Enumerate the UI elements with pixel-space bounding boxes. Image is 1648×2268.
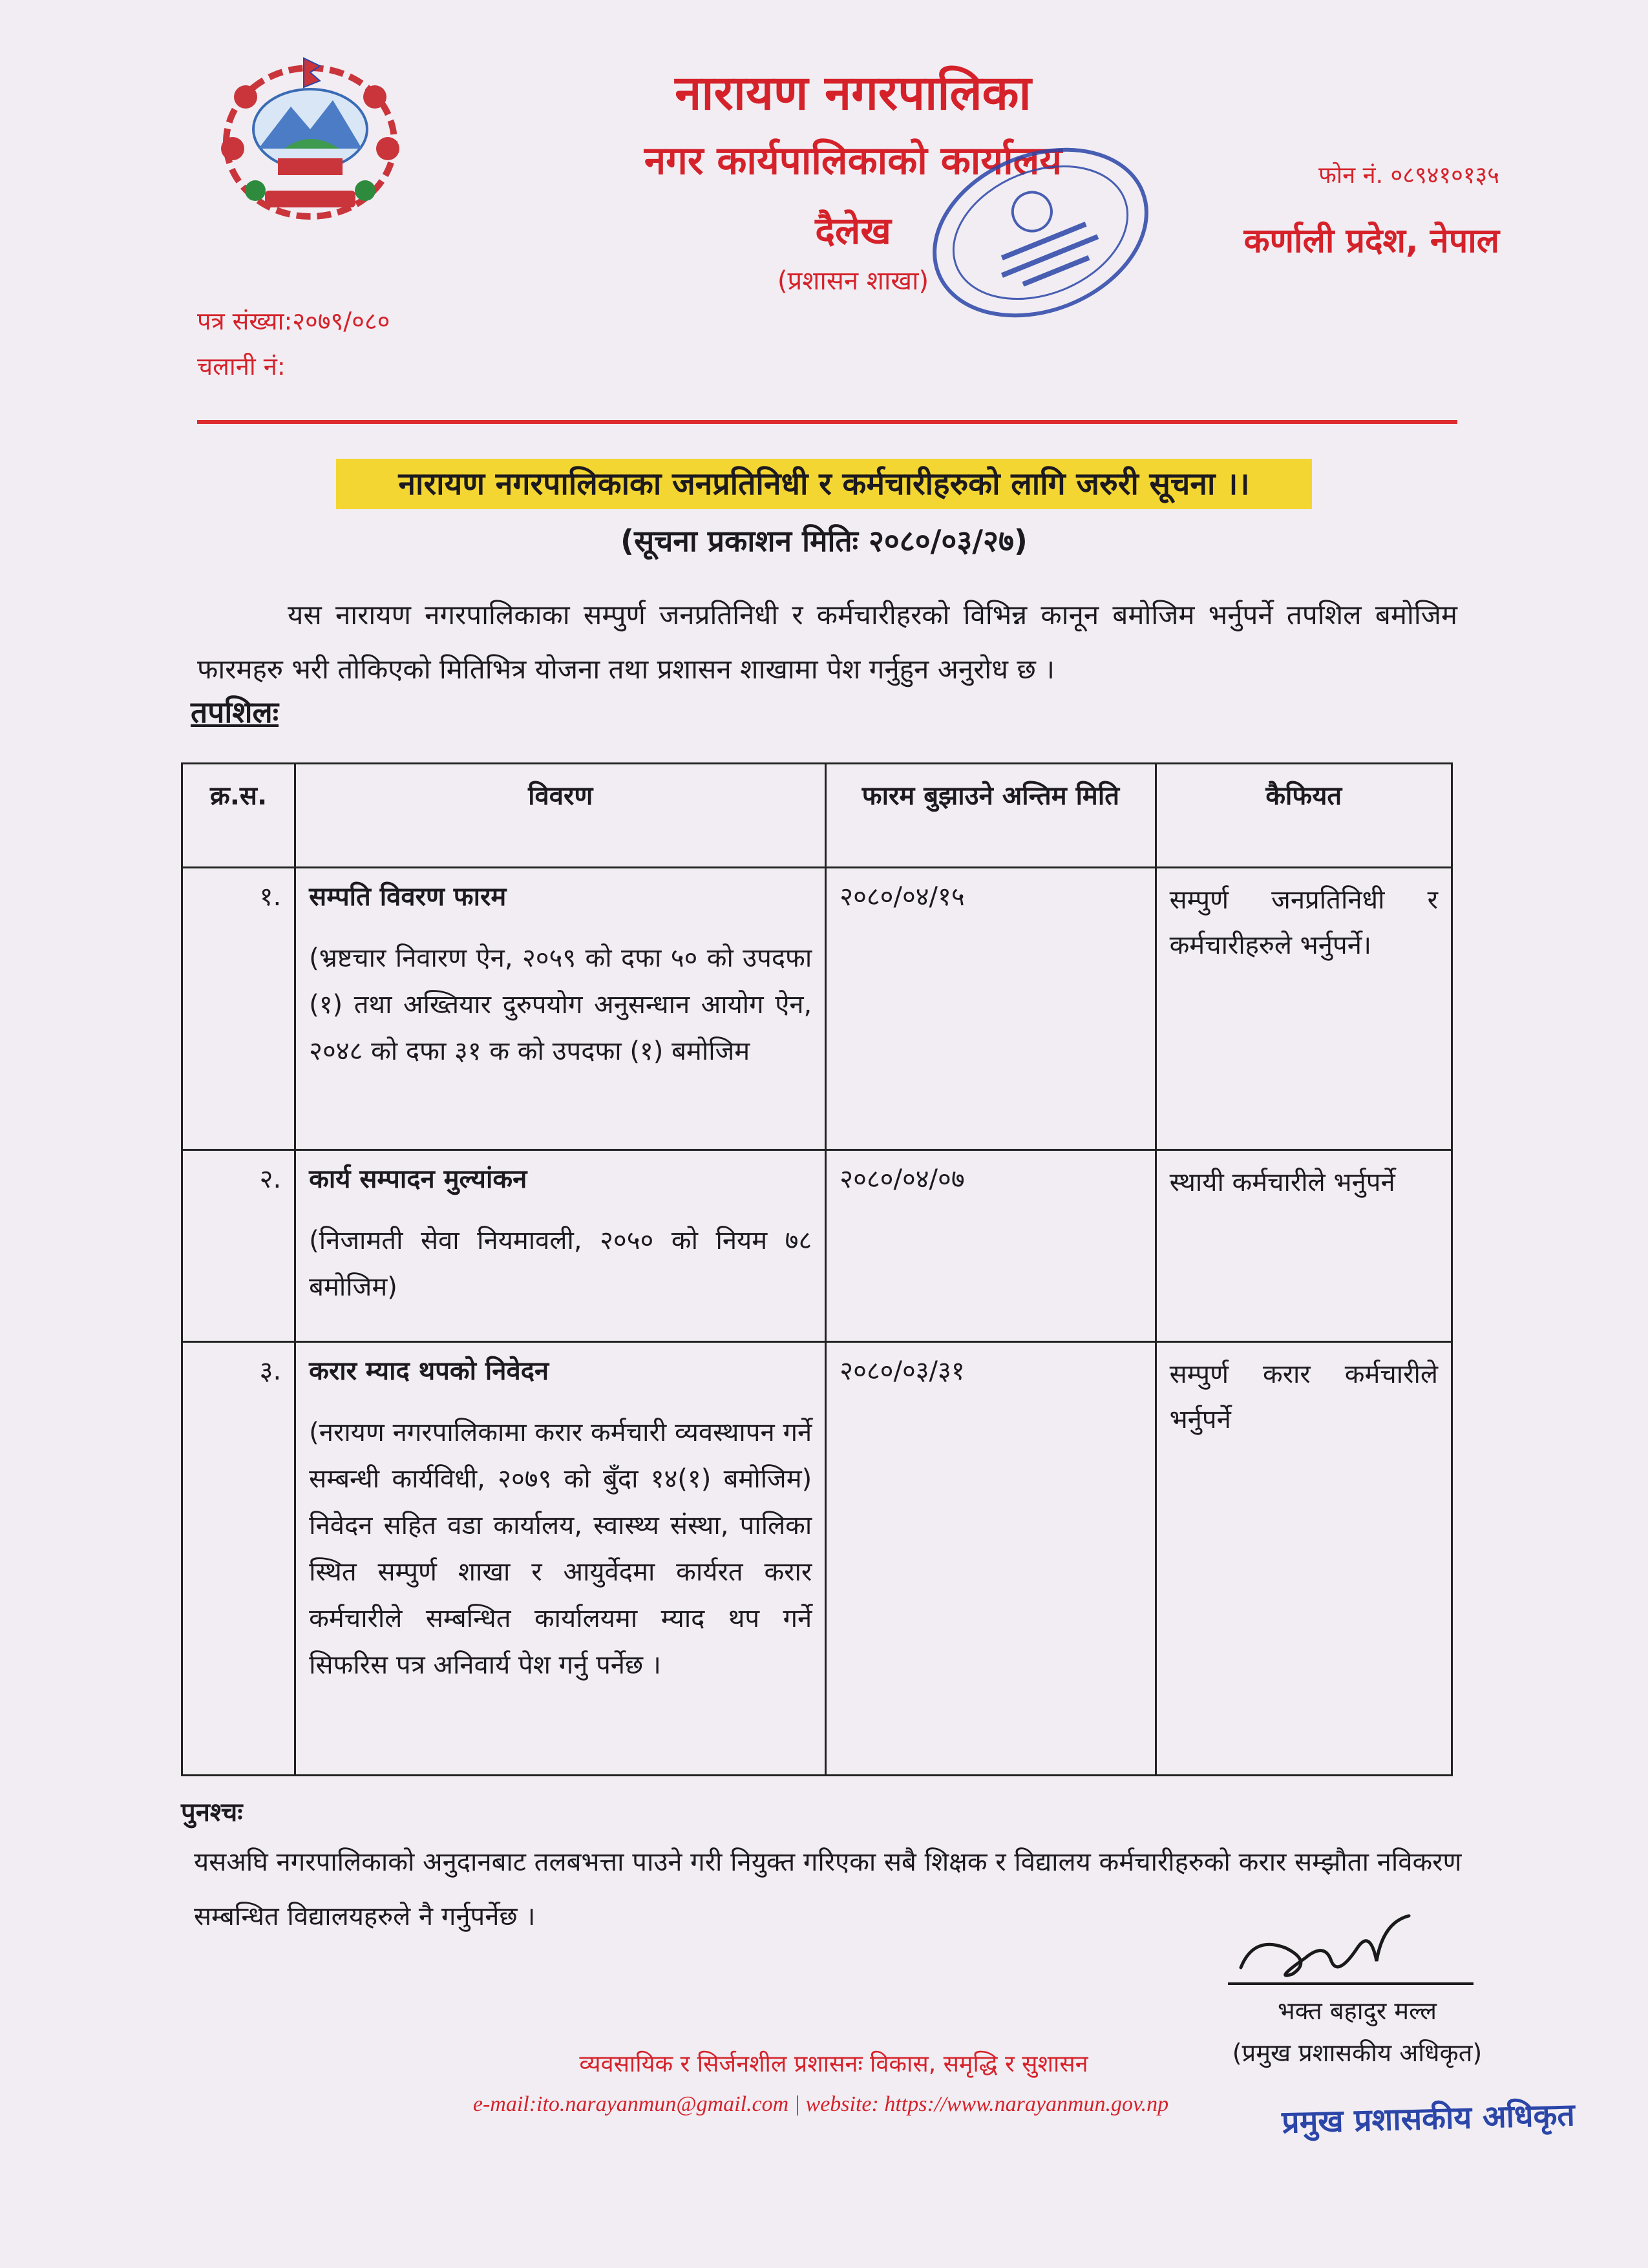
letter-number: पत्र संख्या:२०७९/०८०	[197, 307, 390, 335]
row-deadline: २०८०/०४/०७	[826, 1150, 1156, 1342]
row-sn: १.	[182, 868, 295, 1150]
row-sn: ३.	[182, 1342, 295, 1776]
postscript-label: पुनश्चः	[181, 1798, 243, 1827]
org-name: नारायण नगरपालिका	[675, 65, 1031, 121]
notice-body-text: यस नारायण नगरपालिकाका सम्पुर्ण जनप्रतिनिधी र कर्मचारीहरको विभिन्न कानून बमोजिम भर्नुपर्ने तपशिल बमोजिम फारमहरु भरी तोकिएको मितिभित्र योजना तथा प्रशासन शाखामा पेश गर्नुहुन अनुरोध छ ।	[197, 599, 1457, 685]
row-title: कार्य सम्पादन मुल्यांकन	[309, 1164, 527, 1194]
table-header-row	[182, 764, 1452, 868]
footer-slogan: व्यवसायिक र सिर्जनशील प्रशासनः विकास, समृद्धि र सुशासन	[579, 2051, 1088, 2077]
nepal-emblem-icon	[207, 52, 414, 226]
table-row	[182, 1150, 1452, 1342]
details-table	[181, 762, 1453, 1776]
signer-name: भक्त बहादुर मल्ल	[1278, 1997, 1437, 2025]
row-note: (भ्रष्टचार निवारण ऐन, २०५९ को दफा ५० को उपदफा (१) तथा अख्तियार दुरुपयोग अनुसन्धान आयोग ऐन, २०४८ को दफा ३१ क को उपदफा (१) बमोजिम	[309, 943, 812, 1066]
phone-number: फोन नं. ०८९४१०१३५	[1318, 162, 1499, 189]
table-row	[182, 868, 1452, 1150]
row-remark: सम्पुर्ण करार कर्मचारीले भर्नुपर्ने	[1156, 1342, 1452, 1776]
row-title: करार म्याद थपको निवेदन	[309, 1356, 549, 1386]
row-note: (नरायण नगरपालिकामा करार कर्मचारी व्यवस्थापन गर्ने सम्बन्धी कार्यविधी, २०७९ को बुँदा १४(१) बमोजिम) निवेदन सहित वडा कार्यालय, स्वास्थ्य संस्था, पालिका स्थित सम्पुर्ण शाखा र आयुर्वेदमा कार्यरत करार कर्मचारीले सम्बन्धित कार्यालयमा म्याद थप गर्ने सिफरिस पत्र अनिवार्य पेश गर्नु पर्नेछ ।	[309, 1418, 812, 1680]
col-header-description: विवरण	[295, 764, 826, 868]
row-description	[295, 868, 826, 1150]
postscript-text: यसअघि नगरपालिकाको अनुदानबाट तलबभत्ता पाउने गरी नियुक्त गरिएका सबै शिक्षक र विद्यालय कर्मचारीहरुको करार सम्झौता नविकरण सम्बन्धित विद्यालयहरुले नै गर्नुपर्नेछ ।	[194, 1847, 1462, 1931]
section-heading: तपशिलः	[191, 695, 279, 730]
table-row	[182, 1342, 1452, 1776]
signer-title: (प्रमुख प्रशासकीय अधिकृत)	[1232, 2039, 1483, 2067]
notice-body	[197, 588, 1457, 697]
district-name: दैलेख	[815, 209, 891, 253]
row-remark: सम्पुर्ण जनप्रतिनिधी र कर्मचारीहरुले भर्नुपर्ने।	[1156, 868, 1452, 1150]
notice-title: नारायण नगरपालिकाका जनप्रतिनिधी र कर्मचारीहरुको लागि जरुरी सूचना ।।	[336, 459, 1312, 509]
dispatch-number: चलानी नं:	[197, 352, 286, 381]
row-deadline: २०८०/०३/३१	[826, 1342, 1156, 1776]
row-sn: २.	[182, 1150, 295, 1342]
header-divider	[197, 420, 1457, 424]
col-header-deadline: फारम बुझाउने अन्तिम मिति	[826, 764, 1156, 868]
col-header-sn: क्र.स.	[182, 764, 295, 868]
office-stamp	[918, 136, 1163, 330]
row-description	[295, 1150, 826, 1342]
office-name: नगर कार्यपालिकाको कार्यालय	[644, 138, 1062, 184]
branch-name: (प्रशासन शाखा)	[777, 266, 929, 296]
col-header-remarks: कैफियत	[1156, 764, 1452, 868]
footer-contact: e-mail:ito.narayanmun@gmail.com | website: https://www.narayanmun.gov.np	[472, 2092, 1169, 2116]
designation-stamp: प्रमुख प्रशासकीय अधिकृत	[1281, 2097, 1576, 2141]
province-name: कर्णाली प्रदेश, नेपाल	[1243, 222, 1499, 260]
publication-date: (सूचना प्रकाशन मितिः २०८०/०३/२७)	[620, 523, 1028, 558]
signature-mark	[1215, 1896, 1486, 1993]
row-note: (निजामती सेवा नियमावली, २०५० को नियम ७८ बमोजिम)	[309, 1226, 812, 1302]
row-description	[295, 1342, 826, 1776]
row-remark: स्थायी कर्मचारीले भर्नुपर्ने	[1156, 1150, 1452, 1342]
row-title: सम्पति विवरण फारम	[309, 882, 507, 912]
row-deadline: २०८०/०४/१५	[826, 868, 1156, 1150]
